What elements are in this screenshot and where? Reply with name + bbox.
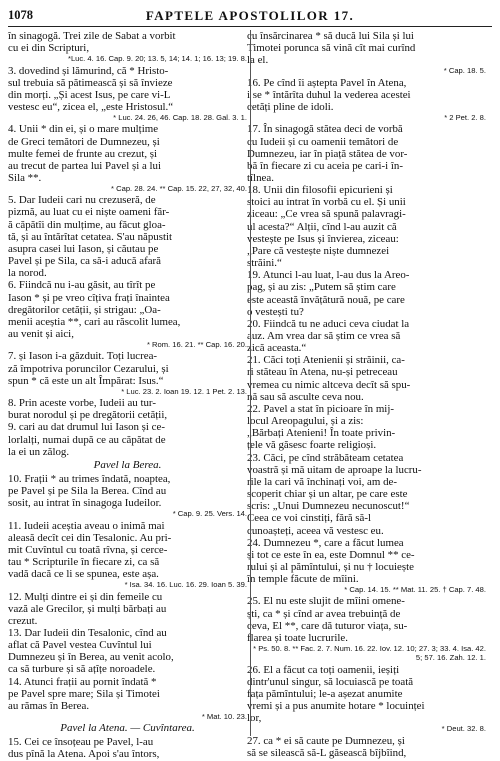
page-number: 1078 xyxy=(8,8,33,22)
right-column xyxy=(247,30,486,759)
verse-paragraph: 26. El a făcut ca toți oamenii, ieșiți dintr'unul singur, să locuiască pe toată fața pămîntului; le-a așezat anumite vremi și a pus anumite hotare * locuinței lor, xyxy=(247,663,425,725)
verse-paragraph: 24. Dumnezeu *, care a făcut lumea și tot ce este în ea, este Domnul ** ce- rului și al pămîntului, și nu † locuiește în temple făcute de mîini. xyxy=(247,536,415,586)
verse-paragraph: 18. Unii din filosofii epicurieni și stoici au intrat în vorbă cu el. Și unii ziceau: „Ce vrea să spună palavragi- ul acesta?“ Alții, cînd l-au auzit că vestește pe Isus și învierea, ziceau: „Pare că vestește niște dumnezei străini.“ xyxy=(247,184,406,270)
cross-reference: * 2 Pet. 2. 8. xyxy=(444,113,486,123)
verse-paragraph: 20. Fiindcă tu ne aduci ceva ciudat la auz. Am vrea dar să știm ce vrea să zică aceasta.“ xyxy=(247,317,410,355)
verse-paragraph: 22. Pavel a stat în picioare în mij- locul Areopagului, și a zis: „Bărbați Atenieni! În toate privin- țele vă găsesc foarte religioși. xyxy=(247,402,396,452)
page-header xyxy=(8,6,492,27)
verse-paragraph: 6. Fiindcă nu i-au găsit, au tîrît pe Iason * și pe vreo cîțiva frați înaintea dregătorilor cetății, și strigau: „Oa- menii aceștia **, cari au răscolit lumea, au venit și aici, xyxy=(8,279,181,341)
verse-paragraph: 3. dovedind și lămurind, că * Hristo- sul trebuia să pătimească și să învieze din morți. „Și acest Isus, pe care vi-L vestesc eu“, zicea el, „este Hristosul.“ xyxy=(8,64,174,113)
verse-paragraph: 27. ca * ei să caute pe Dumnezeu, și să se silească să-L găsească bîjbîind, xyxy=(247,734,407,759)
verse-paragraph: 14. Atunci frații au pornit îndată * pe Pavel spre mare; Sila și Timotei au rămas în Berea. xyxy=(8,675,160,712)
verse-paragraph: 12. Mulți dintre ei și din femeile cu vază ale Grecilor, și mulți bărbați au crezut. xyxy=(8,590,167,627)
verse-paragraph: cu însărcinarea * să ducă lui Sila și lui Timotei porunca să vină cît mai curînd la el. xyxy=(247,30,416,67)
verse-paragraph: 5. Dar Iudeii cari nu crezuseră, de pizmă, au luat cu ei niște oameni făr- ă căpătîi din mulțime, au făcut gloa- tă, și au întărîtat cetatea. S'au năpustit asupra casei lui Iason, și căutau pe Pavel și pe Sila, ca să-i aducă afară la norod. xyxy=(8,194,173,280)
verse-paragraph: 11. Iudeii aceștia aveau o inimă mai aleasă decît cei din Tesalonic. Au pri- mit Cuvîntul cu toată rîvna, și cerce- tau * Scripturile în fiecare zi, ca să vadă dacă ce li se spunea, este așa. xyxy=(8,519,172,581)
verse-paragraph: 19. Atunci l-au luat, l-au dus la Areo- pag, și au zis: „Putem să știm care este această învățătură nouă, pe care o vestești tu? xyxy=(247,269,410,318)
section-heading: Pavel la Berea. xyxy=(93,458,162,471)
verse-paragraph: 17. În sinagogă stătea deci de vorbă cu Iudeii și cu oamenii temători de Dumnezeu, iar în piață stătea de vor- bă în fiecare zi cu aceia pe cari-i în- tîlnea. xyxy=(247,123,408,184)
text-columns xyxy=(8,30,492,761)
cross-reference: * Cap. 28. 24. ** Cap. 15. 22, 27, 32, 40. xyxy=(111,184,247,194)
verse-paragraph: în sinagogă. Trei zile de Sabat a vorbit cu ei din Scripturi, xyxy=(8,30,176,55)
verse-paragraph: 8. Prin aceste vorbe, Iudeii au tur- burat norodul și pe dregătorii cetății, xyxy=(8,397,168,422)
verse-paragraph: 13. Dar Iudeii din Tesalonic, cînd au aflat că Pavel vestea Cuvîntul lui Dumnezeu și în Berea, au venit acolo, ca să turbure și să ațîțe noroadele. xyxy=(8,626,174,676)
verse-paragraph: 21. Căci toți Atenienii și străinii, ca- ri stăteau în Atena, nu-și petreceau vremea cu nimic altceva decît să spu- nă sau să asculte ceva nou. xyxy=(247,354,411,403)
section-heading: Pavel la Atena. — Cuvîntarea. xyxy=(60,722,195,735)
verse-paragraph: 15. Cei ce însoțeau pe Pavel, l-au dus pînă la Atena. Apoi s'au întors, xyxy=(8,736,160,761)
cross-reference: * Luc. 23. 2. Ioan 19. 12. 1 Pet. 2. 13. xyxy=(121,386,247,396)
cross-reference: *Luc. 4. 16. Cap. 9. 20; 13. 5, 14; 14. 1; 16. 13; 19. 8. xyxy=(67,54,247,64)
verse-paragraph: 23. Căci, pe cînd străbăteam cetatea voastră și mă uitam de aproape la lucru- rile la cari vă închinați voi, am de- scoperit chiar și un altar, pe care este scris: „Unui Dumnezeu necunoscut!“ Ceea ce voi cinstiți, fără să-l cunoașteți, aceea vă vestesc eu. xyxy=(247,451,422,537)
verse-paragraph: 25. El nu este slujit de mîini omene- ști, ca * și cînd ar avea trebuință de ceva, El **, care dă tuturor viața, su- flarea și toate lucrurile. xyxy=(247,595,408,644)
cross-reference: * Rom. 16. 21. ** Cap. 16. 20. xyxy=(146,340,247,350)
running-title: FAPTELE APOSTOLILOR 17. xyxy=(145,8,355,23)
cross-reference: * Cap. 14. 15. ** Mat. 11. 25. † Cap. 7. 48. xyxy=(344,585,486,595)
verse-paragraph: 16. Pe cînd îi aștepta Pavel în Atena, i se * întărîta duhul la vederea acestei cetăți pline de idoli. xyxy=(247,76,411,113)
cross-reference: * Deut. 32. 8. xyxy=(441,724,486,734)
cross-reference: * Isa. 34. 16. Luc. 16. 29. Ioan 5. 39. xyxy=(124,580,247,590)
verse-paragraph: 7. și Iason i-a găzduit. Toți lucrea- ză împotriva poruncilor Cezarului, și spun * că este un alt Împărat: Isus.“ xyxy=(8,350,169,387)
verse-paragraph: 9. cari au dat drumul lui Iason și ce- lorlalți, numai după ce au căpătat de la ei un zălog. xyxy=(8,421,166,458)
column-divider xyxy=(250,30,251,736)
cross-reference: * Cap. 18. 5. xyxy=(443,66,486,76)
verse-paragraph: 4. Unii * din ei, și o mare mulțime de Greci temători de Dumnezeu, și multe femei de frunte au crezut, și au trecut de partea lui Pavel și a lui Sila **. xyxy=(8,123,162,184)
left-column xyxy=(8,30,247,761)
cross-reference: * Ps. 50. 8. ** Fac. 2. 7. Num. 16. 22. Iov. 12. 10; 27. 3; 33. 4. Isa. 42. 5; 57. 16. Zah. 12. 1. xyxy=(253,644,486,663)
verse-paragraph: 10. Frații * au trimes îndată, noaptea, pe Pavel și pe Sila la Berea. Cînd au sosit, au intrat în sinagoga Iudeilor. xyxy=(8,472,171,510)
cross-reference: * Luc. 24. 26, 46. Cap. 18. 28. Gal. 3. 1. xyxy=(113,113,247,123)
cross-reference: * Cap. 9. 25. Vers. 14. xyxy=(172,509,247,519)
cross-reference: * Mat. 10. 23. xyxy=(201,712,247,722)
